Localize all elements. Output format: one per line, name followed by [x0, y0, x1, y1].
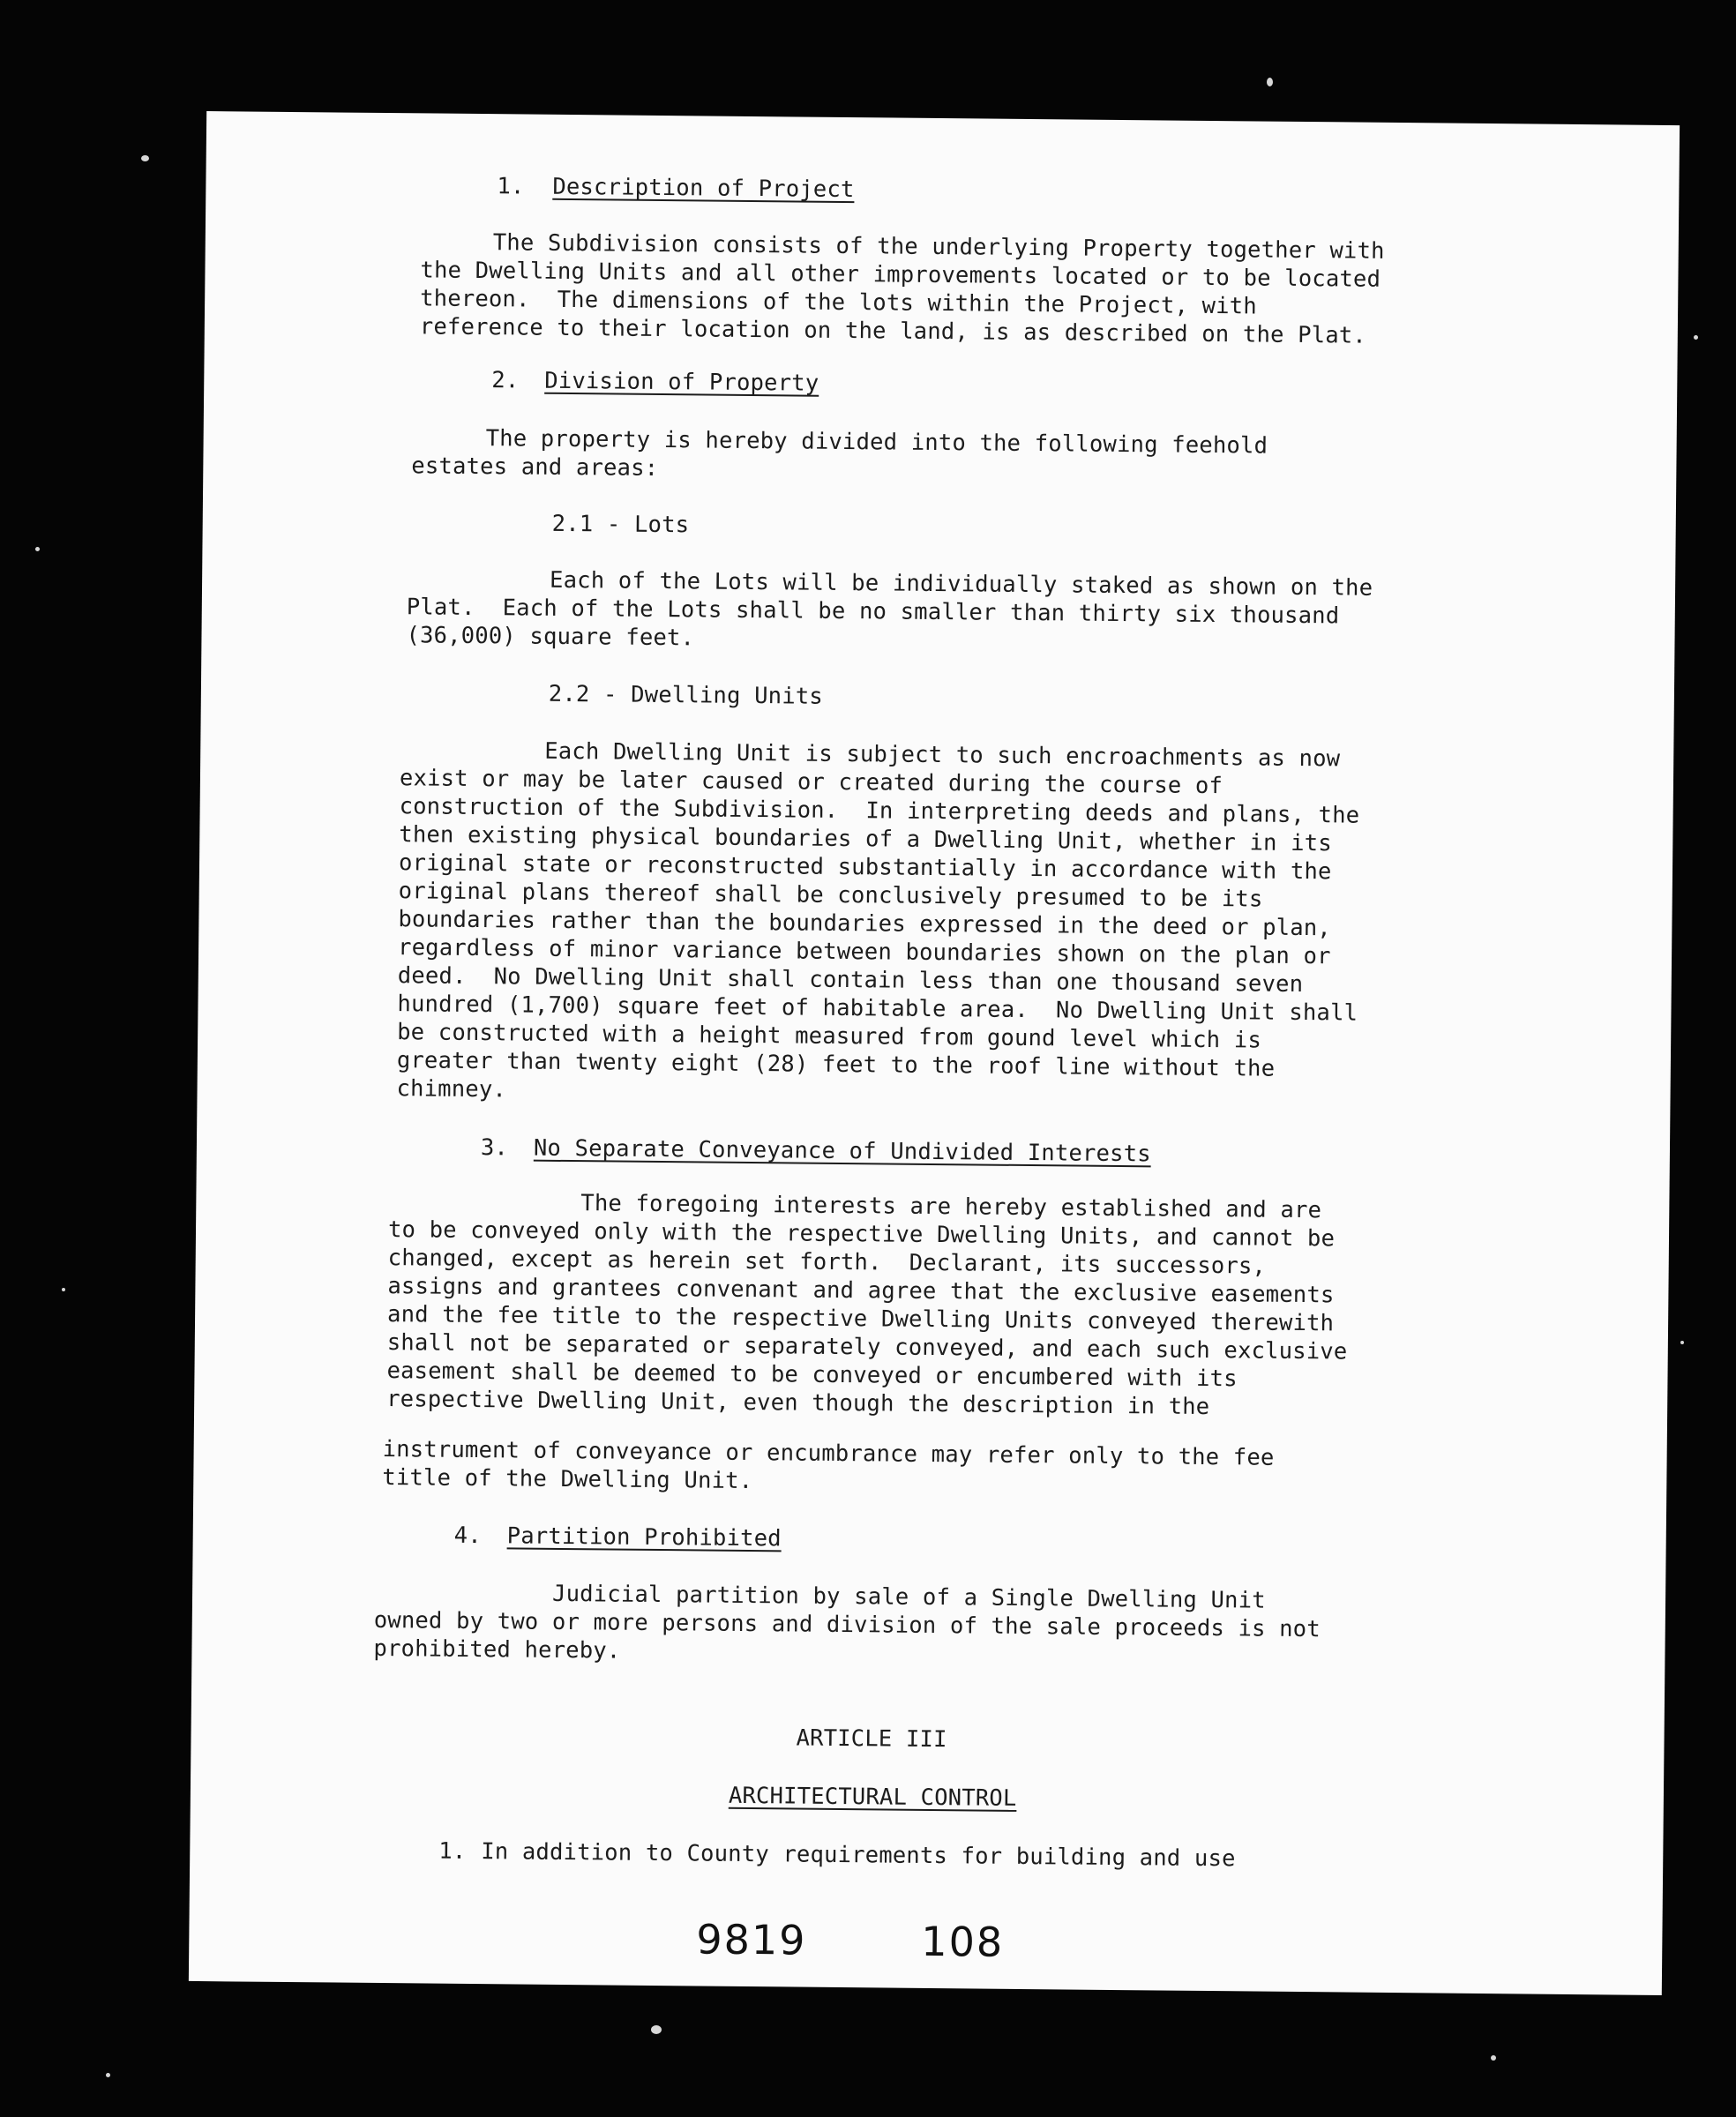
article-item-number: 1. [438, 1837, 467, 1865]
section-4-number: 4. [453, 1522, 482, 1550]
section-4-line: Judicial partition by sale of a Single Dwelling Unit [551, 1580, 1266, 1614]
subsection-2-2-line: exist or may be later caused or created during the course of [399, 765, 1223, 800]
subsection-2-2-line: original state or reconstructed substantially in accordance with the [398, 849, 1332, 886]
scan-speck [141, 155, 149, 161]
section-4-heading: Partition Prohibited [506, 1522, 782, 1552]
section-1-line: the Dwelling Units and all other improvements located or to be located [420, 257, 1381, 293]
subsection-2-1-heading: 2.1 - Lots [551, 510, 690, 539]
subsection-2-2-line: regardless of minor variance between boundaries shown on the plan or [397, 934, 1331, 970]
section-1-line: thereon. The dimensions of the lots within the Project, with [420, 285, 1257, 320]
section-3-line: instrument of conveyance or encumbrance may refer only to the fee [382, 1436, 1275, 1471]
section-2-line: estates and areas: [411, 453, 659, 482]
scan-speck [1491, 2055, 1496, 2061]
section-3-line: title of the Dwelling Unit. [382, 1464, 753, 1495]
section-3-line: and the fee title to the respective Dwelling Units conveyed therewith [386, 1301, 1335, 1337]
scan-speck [1694, 335, 1698, 340]
subsection-2-2-line: chimney. [396, 1075, 507, 1103]
section-3-line: The foregoing interests are hereby established and are [580, 1190, 1322, 1224]
document-page [189, 111, 1680, 1995]
subsection-2-2-line: Each Dwelling Unit is subject to such encroachments as now [544, 737, 1341, 773]
subsection-2-1-line: Plat. Each of the Lots shall be no smaller than thirty six thousand [406, 594, 1340, 630]
scan-speck [1680, 1341, 1684, 1344]
section-2-line: The property is hereby divided into the following feehold [485, 425, 1268, 460]
subsection-2-2-line: be constructed with a height measured from gound level which is [397, 1019, 1262, 1054]
subsection-2-2-line: deed. No Dwelling Unit shall contain less than one thousand seven [397, 962, 1304, 999]
section-3-line: shall not be separated or separately conveyed, and each such exclusive [386, 1329, 1348, 1365]
scan-speck [35, 547, 40, 551]
section-3-line: assigns and grantees convenant and agree that the exclusive easements [387, 1273, 1335, 1309]
scan-speck [1267, 78, 1273, 86]
section-3-line: to be conveyed only with the respective Dwelling Units, and cannot be [387, 1216, 1336, 1253]
section-3-line: easement shall be deemed to be conveyed or encumbered with its [386, 1358, 1238, 1393]
section-3-line: changed, except as herein set forth. Declarant, its successors, [387, 1245, 1267, 1280]
subsection-2-2-line: then existing physical boundaries of a Dwelling Unit, whether in its [399, 821, 1333, 857]
section-2-number: 2. [491, 367, 520, 394]
scan-speck [651, 2025, 662, 2034]
section-3-number: 3. [480, 1134, 509, 1162]
book-number: 9819 [696, 1915, 807, 1964]
section-2-heading: Division of Property [544, 367, 819, 397]
subsection-2-1-line: Each of the Lots will be individually staked as shown on the [549, 566, 1373, 602]
scan-speck [62, 1288, 65, 1291]
subsection-2-1-line: (36,000) square feet. [406, 622, 695, 652]
section-1-line: The Subdivision consists of the underlying Property together with [492, 229, 1385, 265]
scan-speck [106, 2073, 110, 2077]
page-number: 108 [921, 1917, 1005, 1966]
subsection-2-2-line: boundaries rather than the boundaries expressed in the deed or plan, [398, 906, 1332, 942]
section-4-line: owned by two or more persons and division of the sale proceeds is not [373, 1606, 1321, 1643]
section-4-line: prohibited hereby. [373, 1635, 621, 1664]
section-1-number: 1. [497, 173, 525, 200]
subsection-2-2-line: greater than twenty eight (28) feet to the roof line without the [396, 1047, 1276, 1082]
section-1-line: reference to their location on the land, is as described on the Plat. [419, 313, 1367, 349]
article-subtitle: ARCHITECTURAL CONTROL [728, 1782, 1017, 1812]
subsection-2-2-line: construction of the Subdivision. In interpreting deeds and plans, the [399, 793, 1360, 829]
subsection-2-2-line: hundred (1,700) square feet of habitable area. No Dwelling Unit shall [397, 991, 1358, 1027]
section-3-line: respective Dwelling Unit, even though the description in the [386, 1386, 1210, 1421]
section-3-heading: No Separate Conveyance of Undivided Interests [533, 1134, 1151, 1168]
article-title: ARTICLE III [796, 1724, 947, 1754]
subsection-2-2-line: original plans thereof shall be conclusively presumed to be its [398, 878, 1263, 913]
article-item-text: In addition to County requirements for building and use [481, 1838, 1236, 1873]
document-text [189, 111, 1680, 1995]
section-1-heading: Description of Project [552, 173, 855, 204]
subsection-2-2-heading: 2.2 - Dwelling Units [548, 680, 824, 710]
